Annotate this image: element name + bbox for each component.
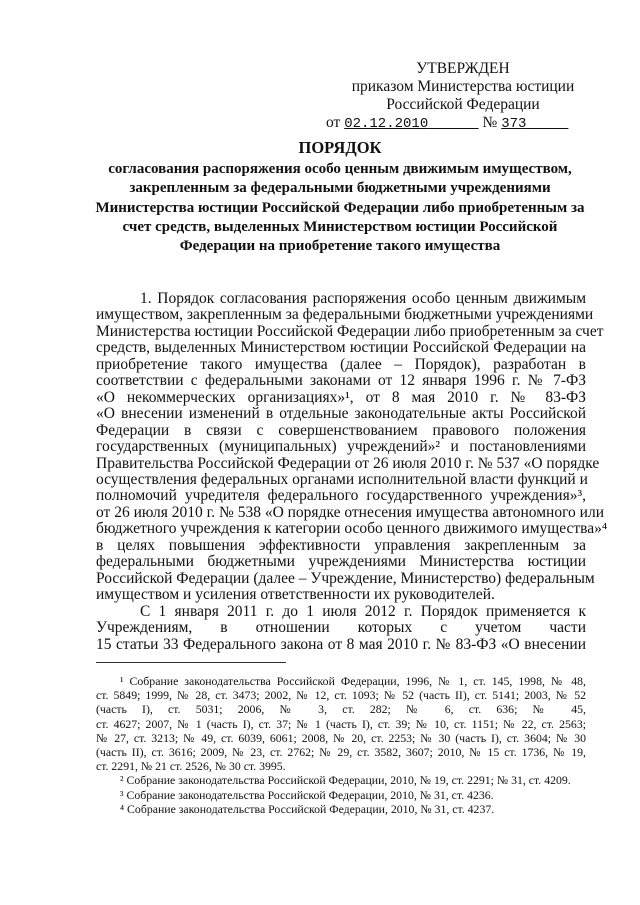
approval-line-1: приказом Министерства юстиции (351, 78, 575, 95)
body-line: Учреждениям, в отношении которых с учетом части (96, 619, 586, 637)
footnotes (96, 674, 586, 816)
footnote-line: ² Собрание законодательства Российской Федерации, 2010, № 19, ст. 2291; № 31, ст. 4209. (120, 773, 571, 788)
body-line: средств, выделенных Министерством юстиции Российской Федерации на (96, 339, 586, 357)
body-line: приобретение такого имущества (далее – Порядок), разработан в (96, 355, 586, 373)
footnote-line: ст. 2291, № 21 ст. 2526, № 30 ст. 3995. (96, 759, 286, 774)
date-prefix: от (326, 114, 341, 131)
footnote-divider (96, 662, 286, 663)
footnote-line: ст. 5849; 1999, № 28, ст. 3473; 2002, № 12, ст. 1093; № 52 (часть II), ст. 5141; 2003, № 52 (96, 688, 586, 703)
subtitle-line: закрепленным за федеральными бюджетными учреждениями (129, 180, 551, 197)
subtitle-line: Министерства юстиции Российской Федерации либо приобретенным за (95, 199, 585, 216)
body-line: в целях повышения эффективности управления закрепленным за (96, 536, 586, 554)
footnote-line: № 27, ст. 3213; № 49, ст. 6039, 6061; 2008, № 20, ст. 2253; № 30 (часть I), ст. 3604; № 30 (96, 730, 586, 745)
body-line: бюджетного учреждения к категории особо ценного движимого имущества»⁴ (96, 520, 608, 538)
footnote-line: ст. 4627; 2007, № 1 (часть I), ст. 37; № 1 (часть I), ст. 39; № 10, ст. 1151; № 22, ст. 2563; (96, 716, 586, 731)
body-line: Российской Федерации (далее – Учреждение, Министерство) федеральным (96, 569, 595, 587)
body-line: Федерации в связи с совершенствованием правового положения (96, 421, 586, 439)
body-line: федеральными бюджетными учреждениями Министерства юстиции (96, 553, 586, 571)
body-line: полномочий учредителя федерального государственного учреждения»³, (96, 487, 586, 505)
approval-heading: УТВЕРЖДЕН (416, 60, 510, 77)
body-line: С 1 января 2011 г. до 1 июля 2012 г. Порядок применяется к (140, 602, 586, 620)
body-line: имуществом, закрепленным за федеральными бюджетными учреждениями (96, 306, 594, 324)
body-line: осуществления федеральных органами исполнительной власти функций и (96, 470, 588, 488)
body-text (96, 290, 608, 653)
body-line: Министерства юстиции Российской Федерации либо приобретенным за счет (96, 322, 604, 340)
footnote-line: (часть I), ст. 5031; 2006, № 3, ст. 282; № 6, ст. 636; № 45, (96, 702, 586, 717)
body-line: Правительства Российской Федерации от 26 июля 2010 г. № 537 «О порядке (96, 454, 600, 472)
body-line: имуществом и усиления ответственности их руководителей. (96, 586, 495, 604)
approval-date-line (318, 114, 608, 133)
approval-number: 373 (501, 116, 527, 132)
footnote-line: ¹ Собрание законодательства Российской Федерации, 1996, № 1, ст. 145, 1998, № 48, (120, 674, 586, 688)
approval-block (318, 60, 608, 133)
body-line: соответствии с федеральными законами от 12 января 1996 г. № 7-ФЗ (96, 372, 586, 390)
body-line: 1. Порядок согласования распоряжения особо ценным движимым (140, 290, 586, 307)
document-subtitle (84, 160, 596, 256)
body-line: от 26 июля 2010 г. № 538 «О порядке отнесения имущества автономного или (96, 503, 605, 521)
subtitle-line: Федерации на приобретение такого имущества (179, 238, 501, 255)
body-line: государственных (муниципальных) учреждений»² и постановлениями (96, 438, 586, 456)
approval-date: 02.12.2010 (344, 116, 429, 132)
body-line: «О внесении изменений в отдельные законодательные акты Российской (96, 405, 586, 423)
body-line: 15 статьи 33 Федерального закона от 8 мая 2010 г. № 83-ФЗ «О внесении (96, 635, 586, 653)
body-line: «О некоммерческих организациях»¹, от 8 мая 2010 г. № 83-ФЗ (96, 388, 586, 406)
footnote-line: (часть II), ст. 3616; 2009, № 23, ст. 2762; № 29, ст. 3582, 3607; 2010, № 15 ст. 1736, № 19, (96, 745, 586, 760)
footnote-line: ³ Собрание законодательства Российской Федерации, 2010, № 31, ст. 4236. (120, 787, 494, 802)
subtitle-line: счет средств, выделенных Министерством юстиции Российской (122, 218, 558, 235)
document-title: ПОРЯДОК (298, 138, 382, 157)
number-prefix: № (482, 114, 498, 131)
subtitle-line: согласования распоряжения особо ценным движимым имуществом, (108, 161, 572, 177)
footnote-line: ⁴ Собрание законодательства Российской Федерации, 2010, № 31, ст. 4237. (120, 801, 495, 816)
approval-line-2: Российской Федерации (386, 96, 540, 113)
